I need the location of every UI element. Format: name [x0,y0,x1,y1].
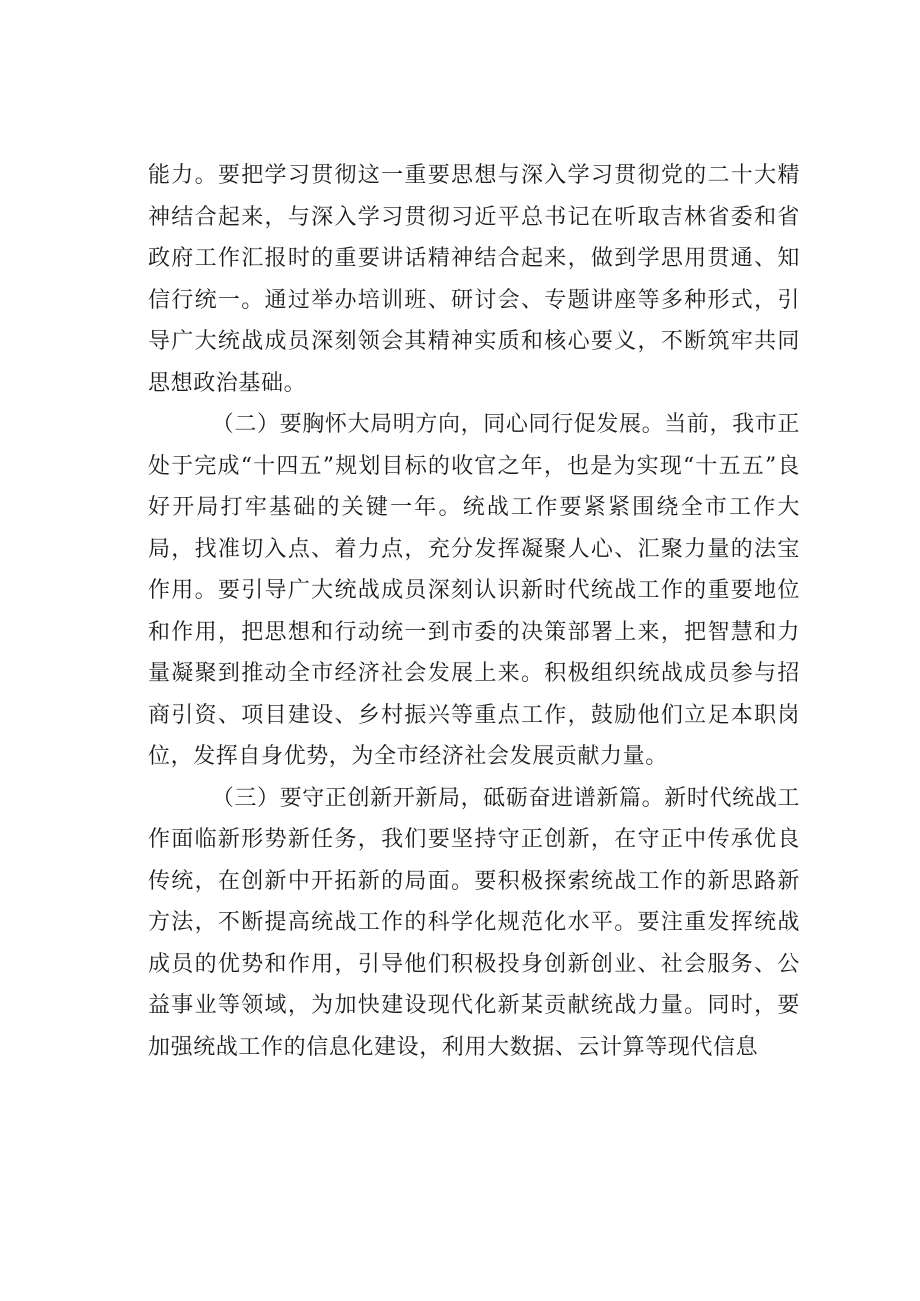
document-body [148,155,800,1068]
paragraph-section-three: （三）要守正创新开新局，砥砺奋进谱新篇。新时代统战工作面临新形势新任务，我们要坚持守正创新，在守正中传承优良传统，在创新中开拓新的局面。要积极探索统战工作的新思路新方法，不断提高统战工作的科学化规范化水平。要注重发挥统战成员的优势和作用，引导他们积极投身创新创业、社会服务、公益事业等领域，为加快建设现代化新某贡献统战力量。同时，要加强统战工作的信息化建设，利用大数据、云计算等现代信息 [148,785,800,1060]
paragraph-section-two: （二）要胸怀大局明方向，同心同行促发展。当前，我市正处于完成“十四五”规划目标的收官之年，也是为实现“十五五”良好开局打牢基础的关键一年。统战工作要紧紧围绕全市工作大局，找准切入点、着力点，充分发挥凝聚人心、汇聚力量的法宝作用。要引导广大统战成员深刻认识新时代统战工作的重要地位和作用，把思想和行动统一到市委的决策部署上来，把智慧和力量凝聚到推动全市经济社会发展上来。积极组织统战成员参与招商引资、项目建设、乡村振兴等重点工作，鼓励他们立足本职岗位，发挥自身优势，为全市经济社会发展贡献力量。 [148,412,800,769]
paragraph-continuation: 能力。要把学习贯彻这一重要思想与深入学习贯彻党的二十大精神结合起来，与深入学习贯彻习近平总书记在听取吉林省委和省政府工作汇报时的重要讲话精神结合起来，做到学思用贯通、知信行统一。通过举办培训班、研讨会、专题讲座等多种形式，引导广大统战成员深刻领会其精神实质和核心要义，不断筑牢共同思想政治基础。 [148,163,800,396]
